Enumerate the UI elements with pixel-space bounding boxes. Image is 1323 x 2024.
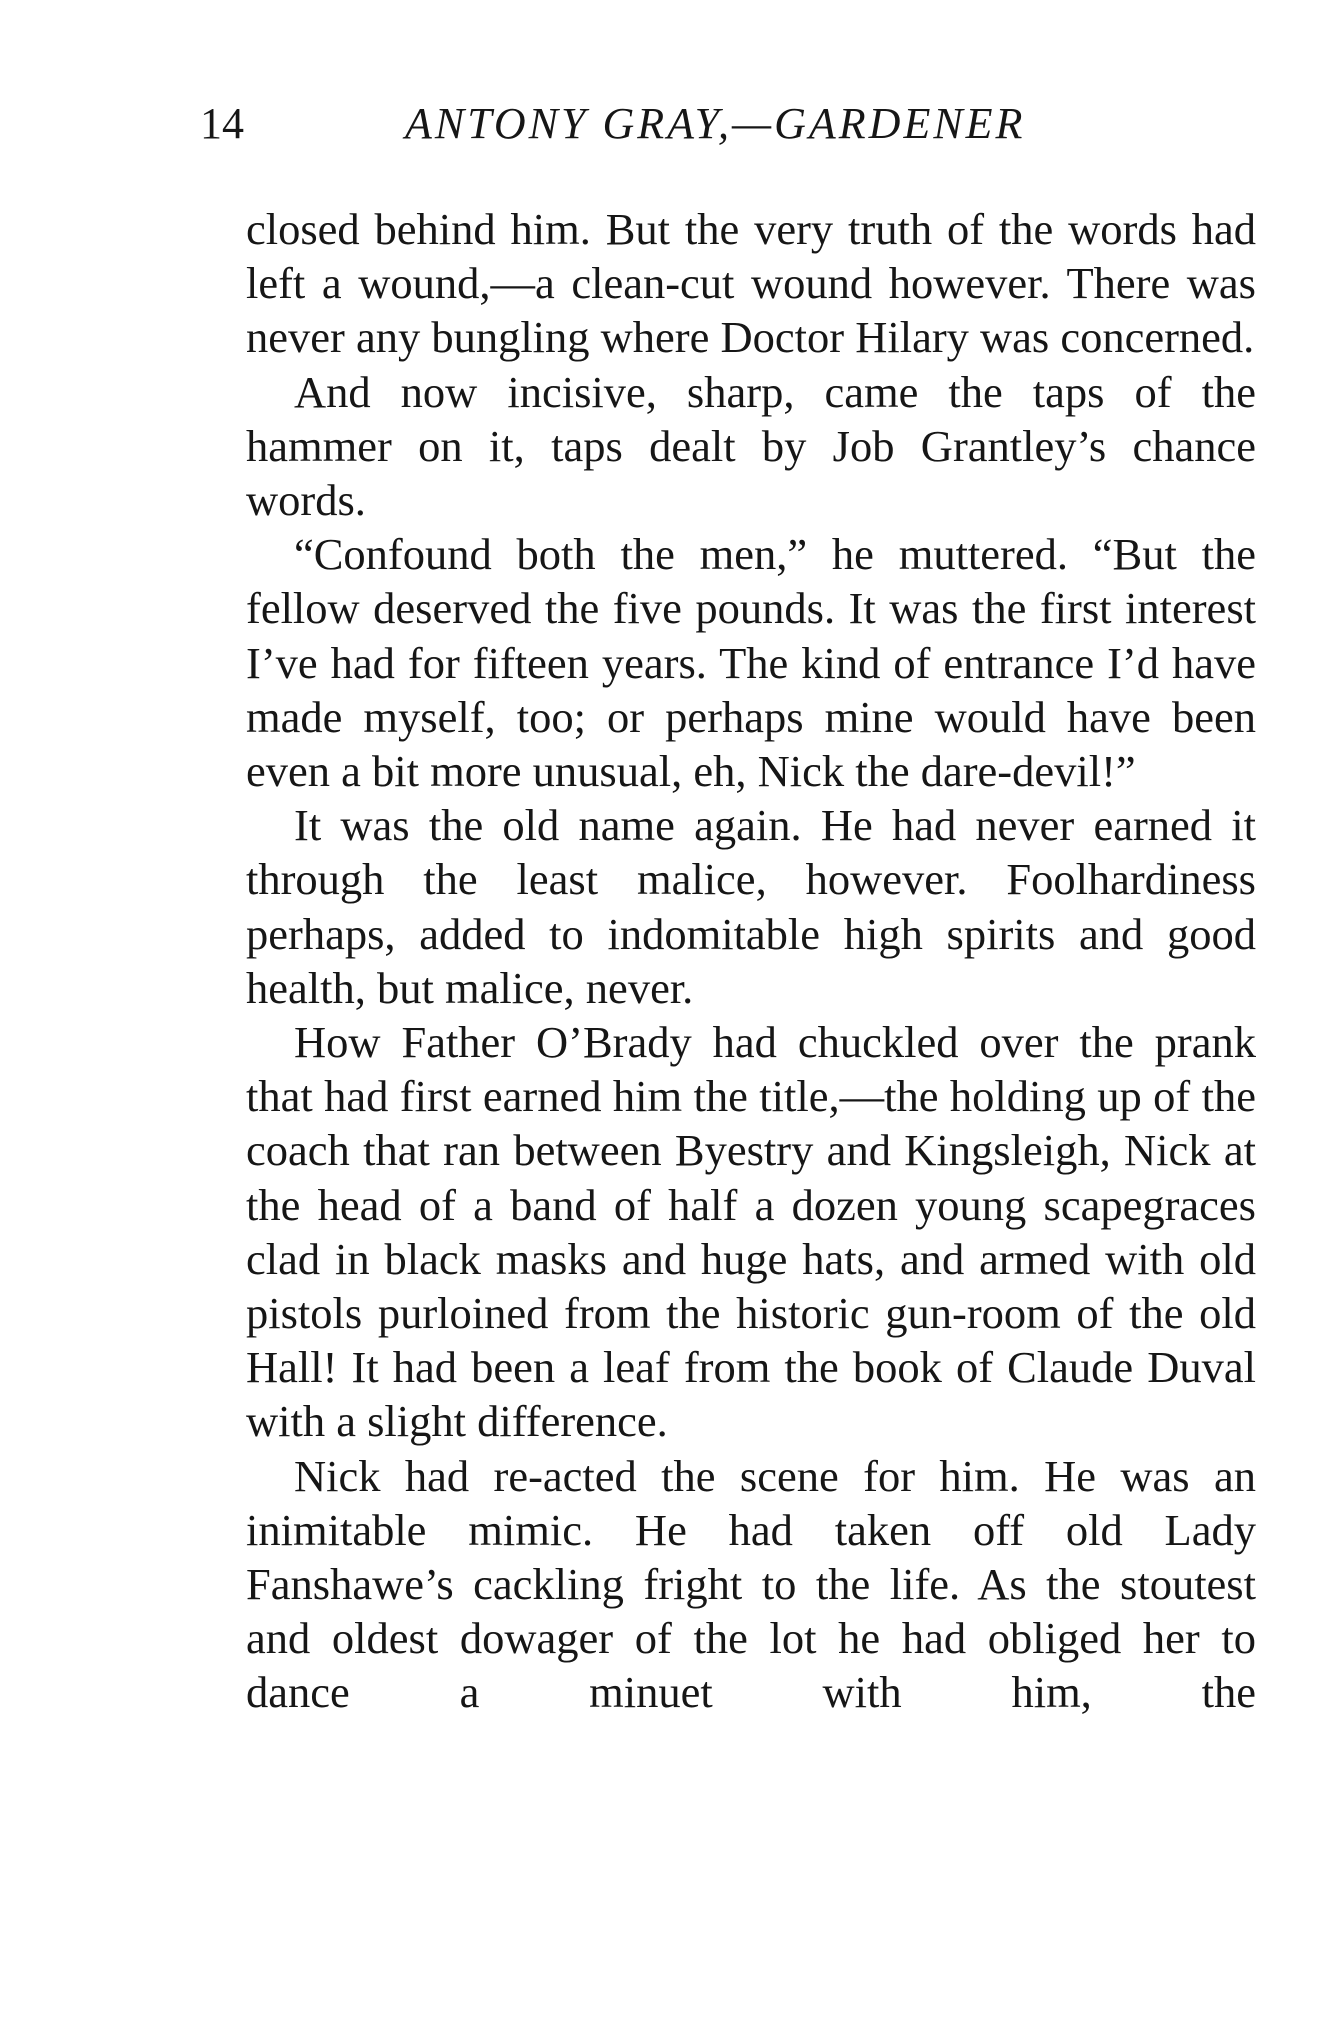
paragraph: “Confound both the men,” he muttered. “But the fellow deserved the five pounds. It was the first interest I’ve had for fifteen years. The kind of entrance I’d have made myself, too; or perhaps mine would have been even a bit more unusual, eh, Nick the dare-devil!” xyxy=(246,529,1256,797)
body-text xyxy=(246,202,1256,1720)
page-number: 14 xyxy=(200,99,244,148)
running-title: ANTONY GRAY,—GARDENER xyxy=(405,99,1026,148)
paragraph: It was the old name again. He had never earned it through the least malice, however. Foolhardiness perhaps, added to indomitable high spirits and good health, but malice, never. xyxy=(246,800,1256,1013)
paragraph: How Father O’Brady had chuckled over the prank that had first earned him the title,—the holding up of the coach that ran between Byestry and Kingsleigh, Nick at the head of a band of half a dozen young scapegraces clad in black masks and huge hats, and armed with old pistols purloined from the historic gun-room of the old Hall! It had been a leaf from the book of Claude Duval with a slight difference. xyxy=(246,1017,1256,1447)
paragraph: And now incisive, sharp, came the taps of the hammer on it, taps dealt by Job Grantley’s chance words. xyxy=(246,366,1256,526)
running-head xyxy=(200,96,1130,152)
paragraph-continued: closed behind him. But the very truth of the words had left a wound,—a clean-cut wound however. There was never any bungling where Doctor Hilary was concerned. xyxy=(246,204,1256,363)
paragraph: Nick had re-acted the scene for him. He was an inimitable mimic. He had taken off old Lady Fanshawe’s cackling fright to the life. As the stoutest and oldest dowager of the lot he had obliged her to dance a minuet with him, the xyxy=(246,1450,1256,1718)
